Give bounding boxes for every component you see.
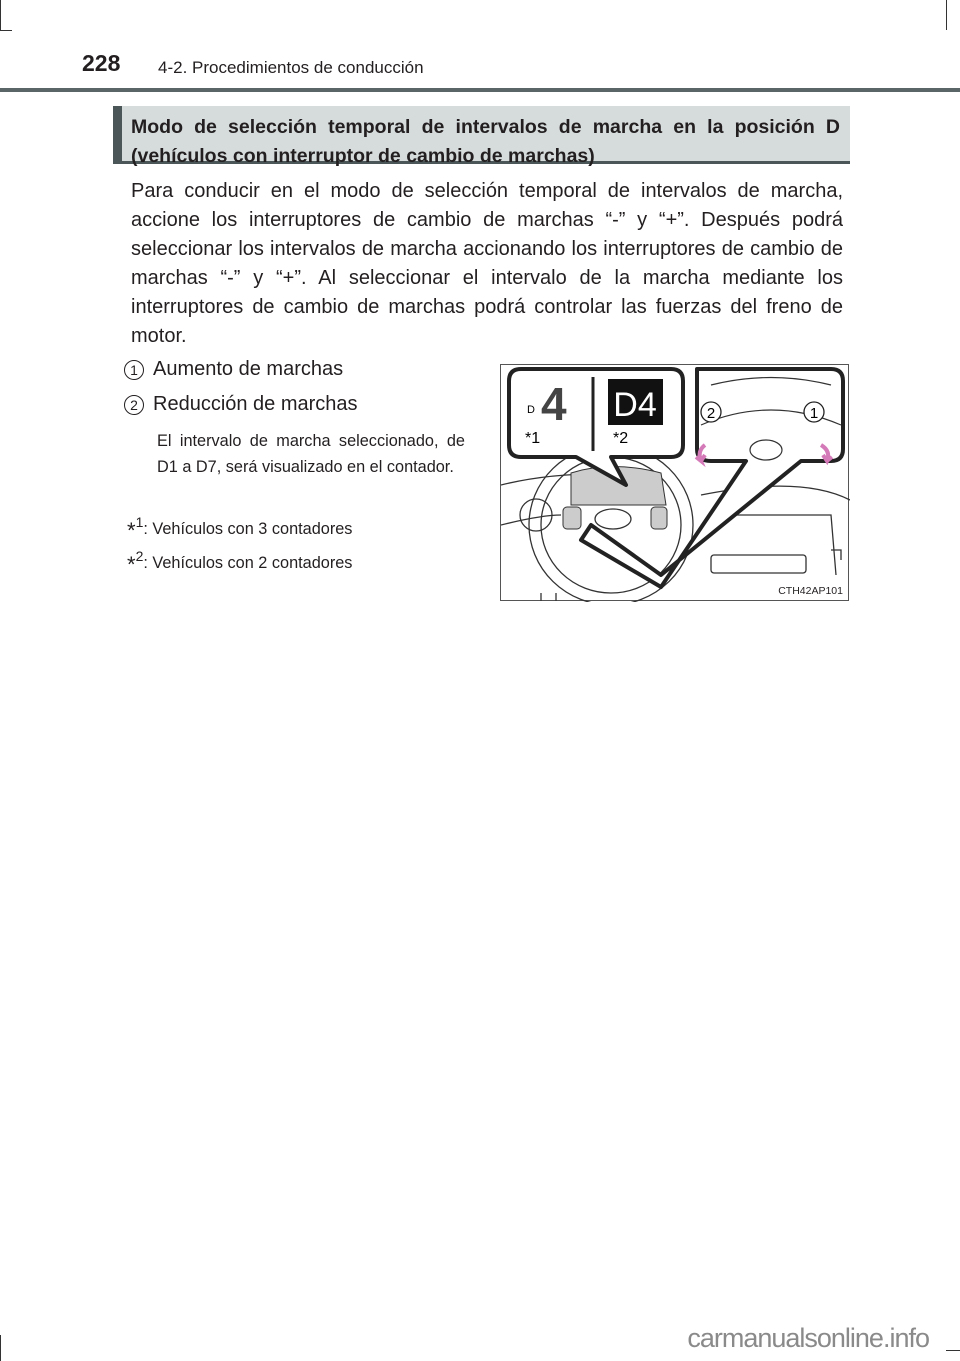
list-item-label: Reducción de marchas (153, 393, 358, 415)
page-number: 228 (82, 50, 121, 76)
callout-1: 1 (809, 405, 819, 422)
section-heading: Modo de selección temporal de intervalos de marcha en la posición D (vehículos con interruptor de cambio de marchas) (113, 106, 850, 164)
star1-label: *1 (525, 430, 541, 447)
note-text: El intervalo de marcha seleccionado, de D1 a D7, será visualizado en el contador. (157, 432, 465, 476)
dashboard-drawing (501, 365, 850, 602)
footnote: *$^2$: Vehículos con 2 contadores (127, 548, 353, 577)
steering-wheel-illustration (500, 364, 849, 601)
list-item (124, 358, 343, 381)
section-title: 4-2. Procedimientos de conducción (158, 58, 424, 77)
gear-digit: 4 (541, 378, 567, 430)
crop-mark (946, 0, 947, 30)
star2-label: *2 (613, 430, 629, 447)
crop-mark (0, 0, 1, 30)
crop-mark (946, 1350, 960, 1351)
figure-code: CTH42AP101 (778, 585, 843, 597)
list-item (124, 393, 358, 416)
footnote: *$^1$: Vehículos con 3 contadores (127, 514, 353, 543)
header-rule (0, 88, 960, 92)
watermark: carmanualsonline.info (687, 1323, 929, 1353)
crop-mark (0, 1335, 1, 1361)
list-item-label: Aumento de marchas (153, 358, 344, 380)
body-paragraph: Para conducir en el modo de selección temporal de intervalos de marcha, accione los interruptores de cambio de marchas “-” y “+”. Después podrá seleccionar los intervalos de marcha accionando los interruptores de cambio de marchas “-” y “+”. Al seleccionar el intervalo de la marcha mediante los interruptores de cambio de marchas podrá controlar las fuerzas del freno de motor. (131, 180, 843, 347)
number-badge: 1 (124, 360, 144, 380)
crop-mark (0, 30, 12, 31)
d4-label: D4 (613, 386, 657, 424)
callout-2: 2 (706, 405, 716, 422)
number-badge: 2 (124, 395, 144, 415)
d-indicator: D (527, 404, 535, 416)
